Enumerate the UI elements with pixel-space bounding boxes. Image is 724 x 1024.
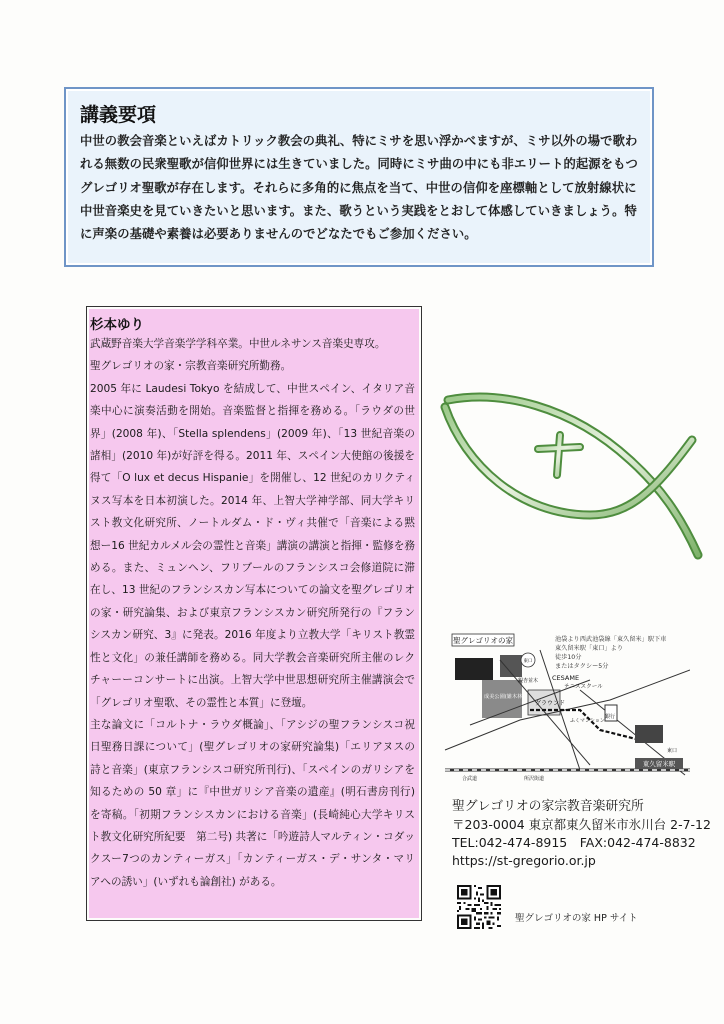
fish-cross-logo-icon	[430, 365, 720, 580]
map-stop-label: 東口	[523, 659, 533, 664]
map-ground-label: グラウンド	[535, 700, 566, 707]
map-mansion-label: ふくマンション	[570, 718, 605, 724]
profile-body	[90, 333, 415, 893]
profile-paragraph: 2005 年に Laudesi Tokyo を結成して、中世スペイン、イタリア音楽中心に演奏活動を開始。音楽監督と指揮を務める。「ラウダの世界」(2008 年)、「Stella splendens」(2009 年)、「13 世紀音楽の諸相」(2010 年)が好評を得る。2011 年、スペイン大使館の後援を得て「O lux et decus Hispanie」を開催し、12 世紀のカリクティヌス写本を日本初演した。2014 年、上智大学神学部、同大学キリスト教文化研究所、ノートルダム・ド・ヴィ共催で「音楽による黙想ー16 世紀カルメル会の霊性と音楽」講演の講演と指揮・監修を務める。また、ミュンヘン、フリブールのフランシスコ会修道院に滞在し、13 世紀のフランシスカン写本についての論文を聖グレゴリオの家・研究論集、および東京フランシスカン研究所発行の『フランシスカン研究、3』に発表。2016 年度より立教大学「キリスト教霊性と文化」の兼任講師を務める。同大学教会音楽研究所主催のレクチャーーコンサートに出演。上智大学中世思想研究所主催講演会で「グレゴリオ聖歌、その霊性と本質」に登壇。	[90, 382, 415, 709]
organization-info	[452, 798, 711, 870]
map-tennis-label: テニススクール	[564, 684, 603, 690]
organization-name: 聖グレゴリオの家宗教音楽研究所	[452, 799, 644, 814]
map-station-label: 東久留米駅	[642, 760, 676, 768]
map-bank-label: 銀行	[605, 714, 616, 720]
profile-paragraph: 聖グレゴリオの家・宗教音楽研究所勤務。	[90, 360, 292, 373]
profile-paragraph: 武蔵野音楽大学音楽学学科卒業。中世ルネサンス音楽史専攻。	[90, 338, 386, 350]
map-institute-label: 聖グレゴリオの家	[453, 636, 513, 645]
map-cesame-label: CESAME	[552, 674, 580, 682]
map-exit-label: 東口	[667, 748, 678, 754]
organization-url[interactable]: https://st-gregorio.or.jp	[452, 853, 596, 868]
organization-phone-fax: TEL:042-474-8915 FAX:042-474-8832	[452, 835, 696, 850]
map-access-note: 池袋より西武池袋線「東久留米」駅下車 東久留米駅「東口」より 徒歩10分 またはタクシー5分	[555, 636, 667, 670]
qr-code-icon[interactable]	[457, 885, 501, 929]
profile-paragraph: 主な論文に「コルトナ・ラウダ概論」、「アシジの聖フランシスコ祝日聖務日課について」(聖グレゴリオの家研究論集)「エリアヌスの詩と音楽」(東京フランシスコ研究所刊行)、「スペインのガリシアを知るための 50 章」に『中世ガリシア音楽の遺産』(明石書房刊行) を寄稿。「初期フランシスカンにおける音楽」(長崎純心大学キリスト教文化研究所紀要 第二号) 共著に「吟遊詩人マルティン・コダックスー7つのカンティーガス」「カンティーガス・デ・サンタ・マリアへの誘い」(いずれも論創社) がある。	[90, 718, 415, 888]
organization-address: 〒203-0004 東京都東久留米市氷川台 2-7-12	[452, 817, 711, 832]
qr-label: 聖グレゴリオの家 HP サイト	[515, 913, 638, 924]
profile-name: 杉本ゆり	[90, 317, 144, 333]
lecture-body: 中世の教会音楽といえばカトリック教会の典礼、特にミサを思い浮かべますが、ミサ以外の場で歌われる無数の民衆聖歌が信仰世界には生きていました。同時にミサ曲の中にも非エリート的起源をもつグレゴリオ聖歌が存在します。それらに多角的に焦点を当て、中世の信仰を座標軸として放射線状に中世音楽史を見ていきたいと思います。また、歌うという実践をとおして体感していきましょう。特に声楽の基礎や素養は必要ありませんのでどなたでもご参加ください。	[80, 134, 638, 242]
map-ginkgo-label: 銀杏並木	[518, 678, 539, 684]
map-building-block	[455, 658, 493, 680]
map-park-label: 成美公園(雑木林)	[484, 694, 525, 700]
lecture-title: 講義要項	[80, 104, 157, 126]
map-road-label: 所沢街道	[524, 776, 545, 782]
map-kosaka-label: 合武道	[462, 776, 478, 782]
